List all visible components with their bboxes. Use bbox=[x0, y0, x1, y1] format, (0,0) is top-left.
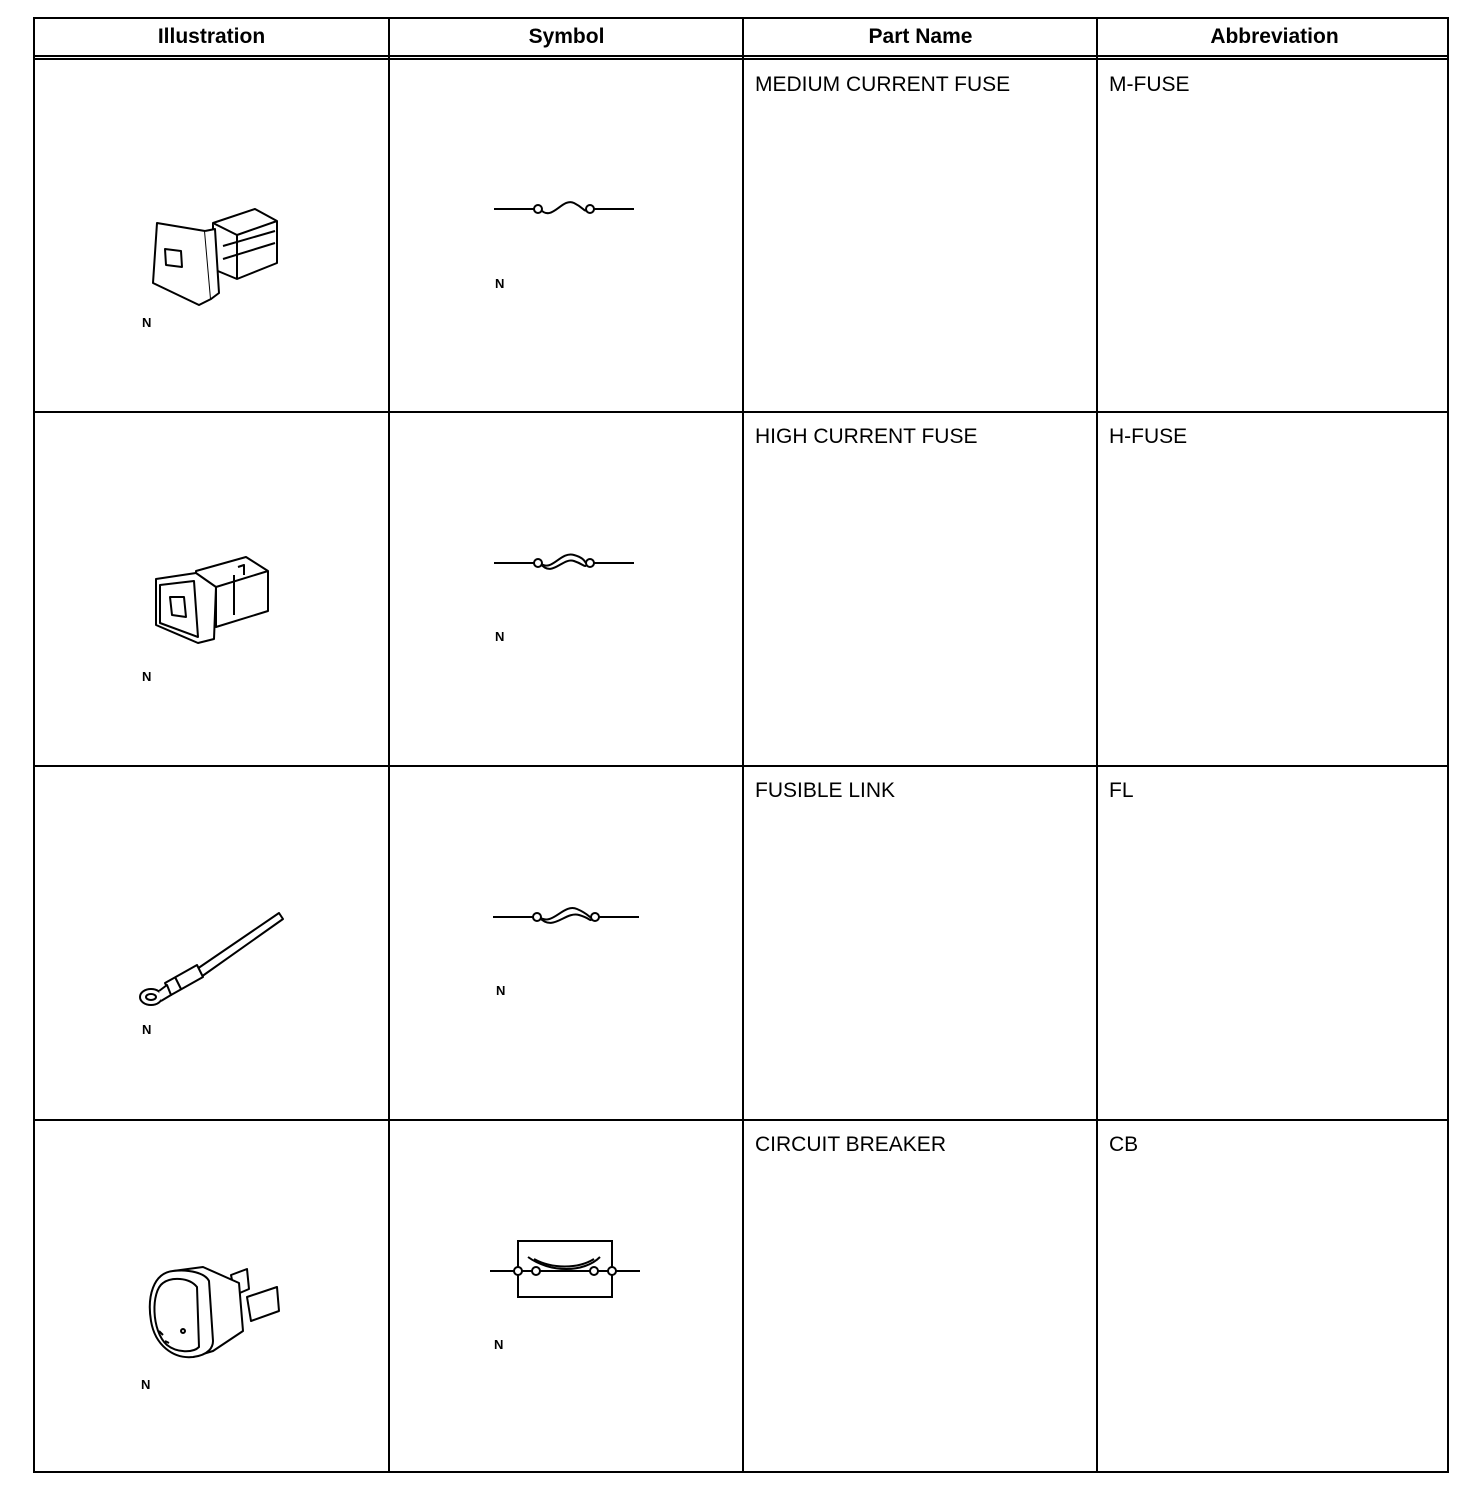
header-part-name: Part Name bbox=[868, 25, 973, 48]
illustration-cell bbox=[35, 767, 388, 1119]
fuse-symbol-icon bbox=[494, 543, 634, 583]
illustration-label: N bbox=[142, 315, 152, 330]
abbreviation: FL bbox=[1109, 779, 1134, 802]
symbol-label: N bbox=[494, 1337, 504, 1352]
table-row bbox=[35, 411, 1447, 765]
symbol-cell bbox=[390, 413, 743, 765]
header-abbreviation: Abbreviation bbox=[1210, 25, 1339, 48]
part-name: HIGH CURRENT FUSE bbox=[755, 425, 978, 448]
abbreviation-cell bbox=[1098, 413, 1451, 765]
fusible-link-symbol-icon bbox=[493, 897, 639, 937]
symbol-cell bbox=[390, 61, 743, 413]
illustration-cell bbox=[35, 1121, 388, 1473]
illustration-label: N bbox=[141, 1377, 151, 1392]
part-name: MEDIUM CURRENT FUSE bbox=[755, 73, 1011, 96]
abbreviation: M-FUSE bbox=[1109, 73, 1190, 96]
illustration-cell bbox=[35, 413, 388, 765]
circuit-breaker-symbol-icon bbox=[490, 1239, 640, 1299]
illustration-cell bbox=[35, 61, 388, 413]
header-illustration: Illustration bbox=[157, 25, 266, 48]
part-name: CIRCUIT BREAKER bbox=[755, 1133, 946, 1156]
table-row bbox=[35, 765, 1447, 1119]
parts-table bbox=[33, 17, 1449, 1473]
illustration-label: N bbox=[142, 669, 152, 684]
abbreviation-cell bbox=[1098, 1121, 1451, 1473]
symbol-cell bbox=[390, 767, 743, 1119]
abbreviation: H-FUSE bbox=[1109, 425, 1188, 448]
part-name: FUSIBLE LINK bbox=[755, 779, 896, 802]
symbol-label: N bbox=[496, 983, 506, 998]
part-name-cell bbox=[744, 413, 1097, 765]
high-current-fuse-icon bbox=[150, 553, 280, 653]
symbol-label: N bbox=[495, 276, 505, 291]
fusible-link-icon bbox=[137, 907, 287, 1007]
part-name-cell bbox=[744, 1121, 1097, 1473]
circuit-breaker-icon bbox=[143, 1261, 283, 1361]
illustration-label: N bbox=[142, 1022, 152, 1037]
abbreviation: CB bbox=[1109, 1133, 1139, 1156]
abbreviation-cell bbox=[1098, 767, 1451, 1119]
symbol-cell bbox=[390, 1121, 743, 1473]
symbol-label: N bbox=[495, 629, 505, 644]
part-name-cell bbox=[744, 767, 1097, 1119]
table-row bbox=[35, 61, 1447, 413]
part-name-cell bbox=[744, 61, 1097, 413]
medium-current-fuse-icon bbox=[145, 201, 285, 311]
header-symbol: Symbol bbox=[528, 25, 605, 48]
table-row bbox=[35, 1119, 1447, 1473]
table-header bbox=[35, 19, 1447, 60]
fuse-symbol-icon bbox=[494, 191, 634, 231]
abbreviation-cell bbox=[1098, 61, 1451, 413]
